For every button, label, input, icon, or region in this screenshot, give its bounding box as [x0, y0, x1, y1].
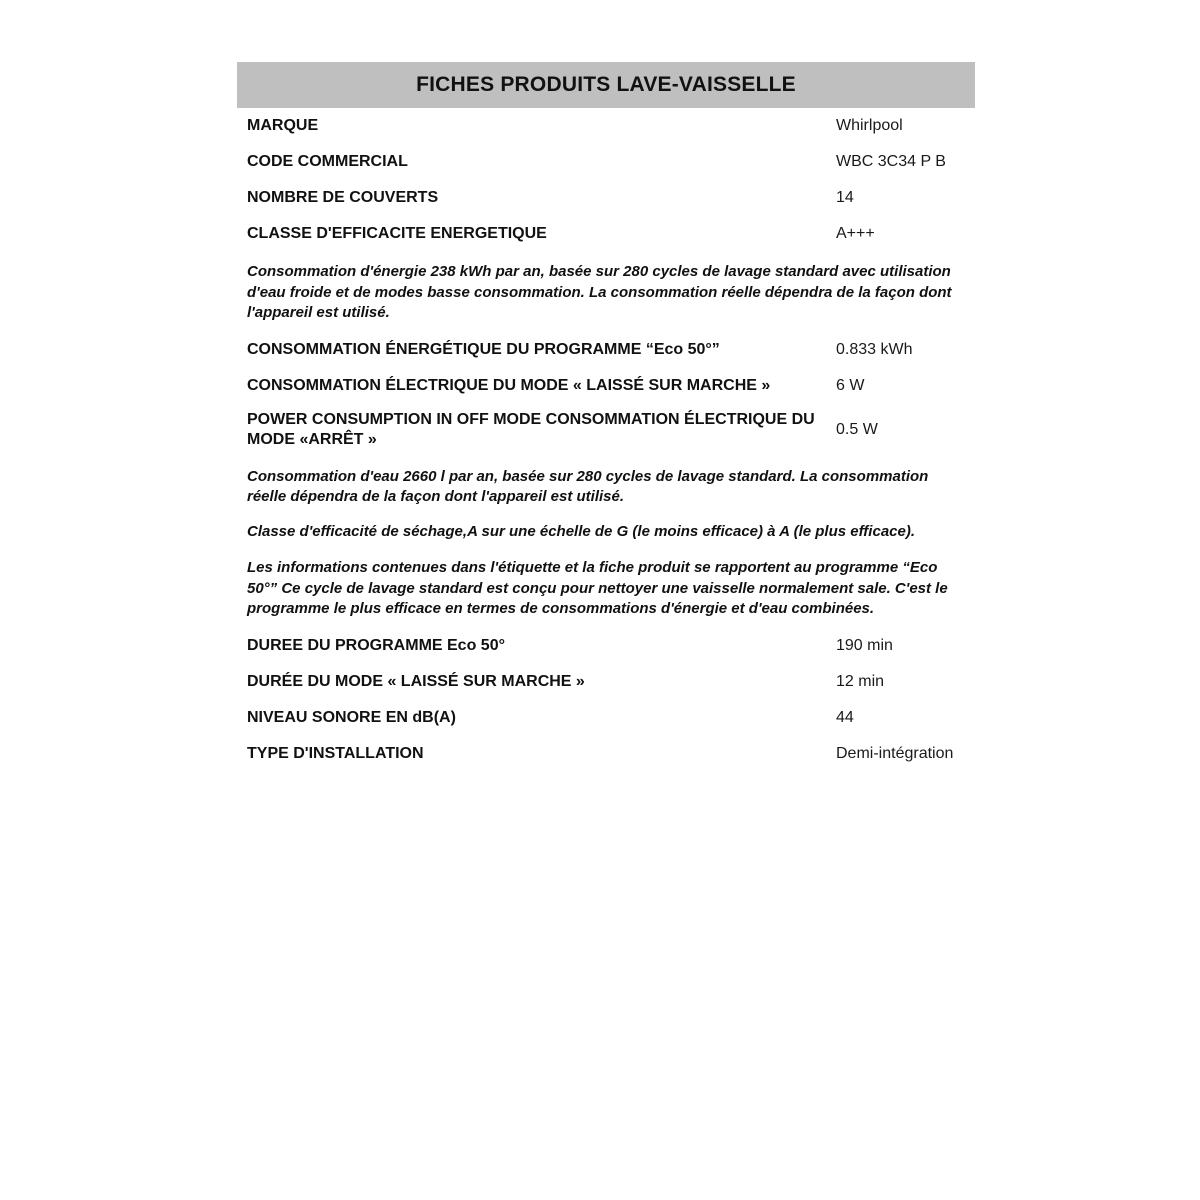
spec-row-classe-energetique: [247, 216, 972, 252]
spec-value: 12 min: [836, 672, 885, 690]
spec-value: A+++: [836, 225, 875, 242]
spec-value: 190 min: [836, 636, 893, 654]
spec-label: NIVEAU SONORE EN dB(A): [247, 708, 456, 726]
spec-value: Demi-intégration: [836, 744, 954, 762]
spec-value: 0.5 W: [836, 420, 878, 438]
spec-row-duree-laisse-marche: [247, 664, 972, 700]
spec-row-conso-programme: [247, 332, 972, 368]
spec-row-type-installation: [247, 736, 972, 772]
sheet-content: [237, 108, 975, 772]
spec-row-niveau-sonore: [247, 700, 972, 736]
spec-value: 0.833 kWh: [836, 340, 913, 358]
spec-row-conso-arret: [247, 404, 972, 456]
spec-value: 44: [836, 708, 854, 726]
spec-row-code-commercial: [247, 144, 972, 180]
spec-row-marque: [247, 108, 972, 144]
spec-label: DUREE DU PROGRAMME Eco 50°: [247, 636, 505, 654]
note-drying-class: Classe d'efficacité de séchage,A sur une échelle de G (le moins efficace) à A (le plus efficace).: [247, 522, 916, 540]
spec-row-duree-programme: [247, 628, 972, 664]
spec-label: CODE COMMERCIAL: [247, 153, 408, 170]
note-energy-consumption: Consommation d'énergie 238 kWh par an, basée sur 280 cycles de lavage standard avec utilisation d'eau froide et de modes basse consommation. La consommation réelle dépendra de la façon dont l'appareil est utilisé.: [247, 263, 952, 321]
spec-row-conso-laisse-marche: [247, 368, 972, 404]
note-standard-program: Les informations contenues dans l'étiquette et la fiche produit se rapportent au programme “Eco 50°” Ce cycle de lavage standard est conçu pour nettoyer une vaisselle normalement sale. C'est le programme le plus efficace en termes de consommations d'énergie et d'eau combinées.: [247, 559, 948, 617]
spec-value: WBC 3C34 P B: [836, 153, 946, 170]
spec-label: CONSOMMATION ÉLECTRIQUE DU MODE « LAISSÉ SUR MARCHE »: [247, 376, 771, 394]
page-title: FICHES PRODUITS LAVE-VAISSELLE: [416, 73, 796, 96]
spec-label: POWER CONSUMPTION IN OFF MODE CONSOMMATION ÉLECTRIQUE DU MODE «ARRÊT »: [247, 410, 815, 448]
spec-label: CLASSE D'EFFICACITE ENERGETIQUE: [247, 225, 547, 242]
spec-label: DURÉE DU MODE « LAISSÉ SUR MARCHE »: [247, 672, 585, 690]
product-sheet: [237, 62, 975, 772]
spec-label: MARQUE: [247, 117, 319, 134]
sheet-title-bar: [237, 62, 975, 108]
spec-row-nombre-couverts: [247, 180, 972, 216]
spec-label: NOMBRE DE COUVERTS: [247, 189, 439, 206]
spec-label: CONSOMMATION ÉNERGÉTIQUE DU PROGRAMME “Eco 50°”: [247, 340, 720, 358]
spec-value: Whirlpool: [836, 117, 903, 134]
note-water-consumption: Consommation d'eau 2660 l par an, basée sur 280 cycles de lavage standard. La consommation réelle dépendra de la façon dont l'appareil est utilisé.: [247, 467, 929, 505]
spec-label: TYPE D'INSTALLATION: [247, 744, 424, 762]
spec-value: 14: [836, 189, 854, 206]
spec-value: 6 W: [836, 376, 865, 394]
